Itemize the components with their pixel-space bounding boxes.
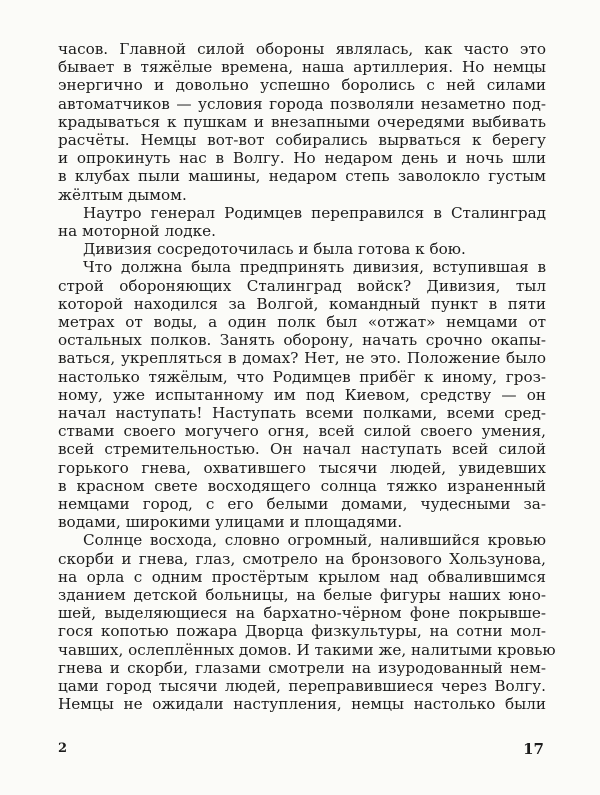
text-line: чавших, ослеплённых домов. И такими же, налитыми кровью: [58, 640, 556, 659]
text-line: цами город тысячи людей, переправившиеся через Волгу.: [58, 677, 546, 695]
text-line: ваться, укрепляться в домах? Нет, не это. Положение было: [58, 349, 546, 368]
text-line: шей, выделяющиеся на бархатно-чёрном фоне покрывше-: [58, 604, 546, 623]
text-line: зданием детской больницы, на белые фигуры наших юно-: [58, 586, 546, 604]
page-number: 17: [523, 740, 544, 758]
text-line: на орла с одним простёртым крылом над обвалившимся: [58, 567, 546, 586]
signature-mark: 2: [58, 741, 68, 756]
text-line: метрах от воды, а один полк был «отжат» немцами от: [58, 313, 546, 331]
text-line: в клубах пыли машины, недаром степь заволокло густым: [58, 167, 546, 186]
text-line: которой находился за Волгой, командный пункт в пяти: [58, 294, 546, 313]
text-line: Дивизия сосредоточилась и была готова к бою.: [83, 240, 466, 259]
text-line: жёлтым дымом.: [58, 185, 187, 204]
text-line: Что должна была предпринять дивизия, вступившая в: [83, 258, 546, 277]
text-line: строй обороняющих Сталинград войск? Дивизия, тыл: [58, 276, 546, 295]
text-line: Немцы не ожидали наступления, немцы настолько были: [58, 695, 546, 714]
text-line: на моторной лодке.: [58, 222, 216, 240]
text-line: немцами город, с его белыми домами, чудесными за-: [58, 495, 546, 513]
text-line: в красном свете восходящего солнца тяжко израненный: [58, 476, 546, 495]
text-line: и опрокинуть нас в Волгу. Но недаром день и ночь шли: [58, 149, 546, 168]
text-line: водами, широкими улицами и площадями.: [58, 513, 403, 532]
text-line: горького гнева, охватившего тысячи людей, увидевших: [58, 458, 546, 477]
text-line: ствами своего могучего огня, всей силой своего умения,: [58, 422, 546, 441]
text-line: гося копотью пожара Дворца физкультуры, на сотни мол-: [58, 622, 546, 641]
text-line: настолько тяжёлым, что Родимцев прибёг к иному, гроз-: [58, 367, 546, 386]
text-line: Солнце восхода, словно огромный, налившийся кровью: [83, 531, 546, 550]
text-line: всей стремительностью. Он начал наступать всей силой: [58, 440, 546, 459]
text-line: начал наступать! Наступать всеми полками, всеми сред-: [58, 404, 546, 422]
text-line: часов. Главной силой обороны являлась, как часто это: [58, 40, 546, 58]
text-line: ному, уже испытанному им под Киевом, средству — он: [58, 385, 546, 404]
text-line: гнева и скорби, глазами смотрели на изуродованный нем-: [58, 658, 546, 677]
text-line: автоматчиков — условия города позволяли незаметно под-: [58, 94, 546, 113]
text-line: крадываться к пушкам и внезапными очередями выбивать: [58, 112, 546, 131]
text-line: энергично и довольно успешно боролись с ней силами: [58, 76, 546, 95]
text-line: остальных полков. Занять оборону, начать срочно окапы-: [58, 331, 546, 350]
text-line: скорби и гнева, глаз, смотрело на бронзового Хользунова,: [58, 549, 546, 568]
text-line: Наутро генерал Родимцев переправился в Сталинград: [83, 203, 546, 222]
text-line: расчёты. Немцы вот-вот собирались вырваться к берегу: [58, 131, 546, 149]
text-line: бывает в тяжёлые времена, наша артиллерия. Но немцы: [58, 58, 546, 77]
